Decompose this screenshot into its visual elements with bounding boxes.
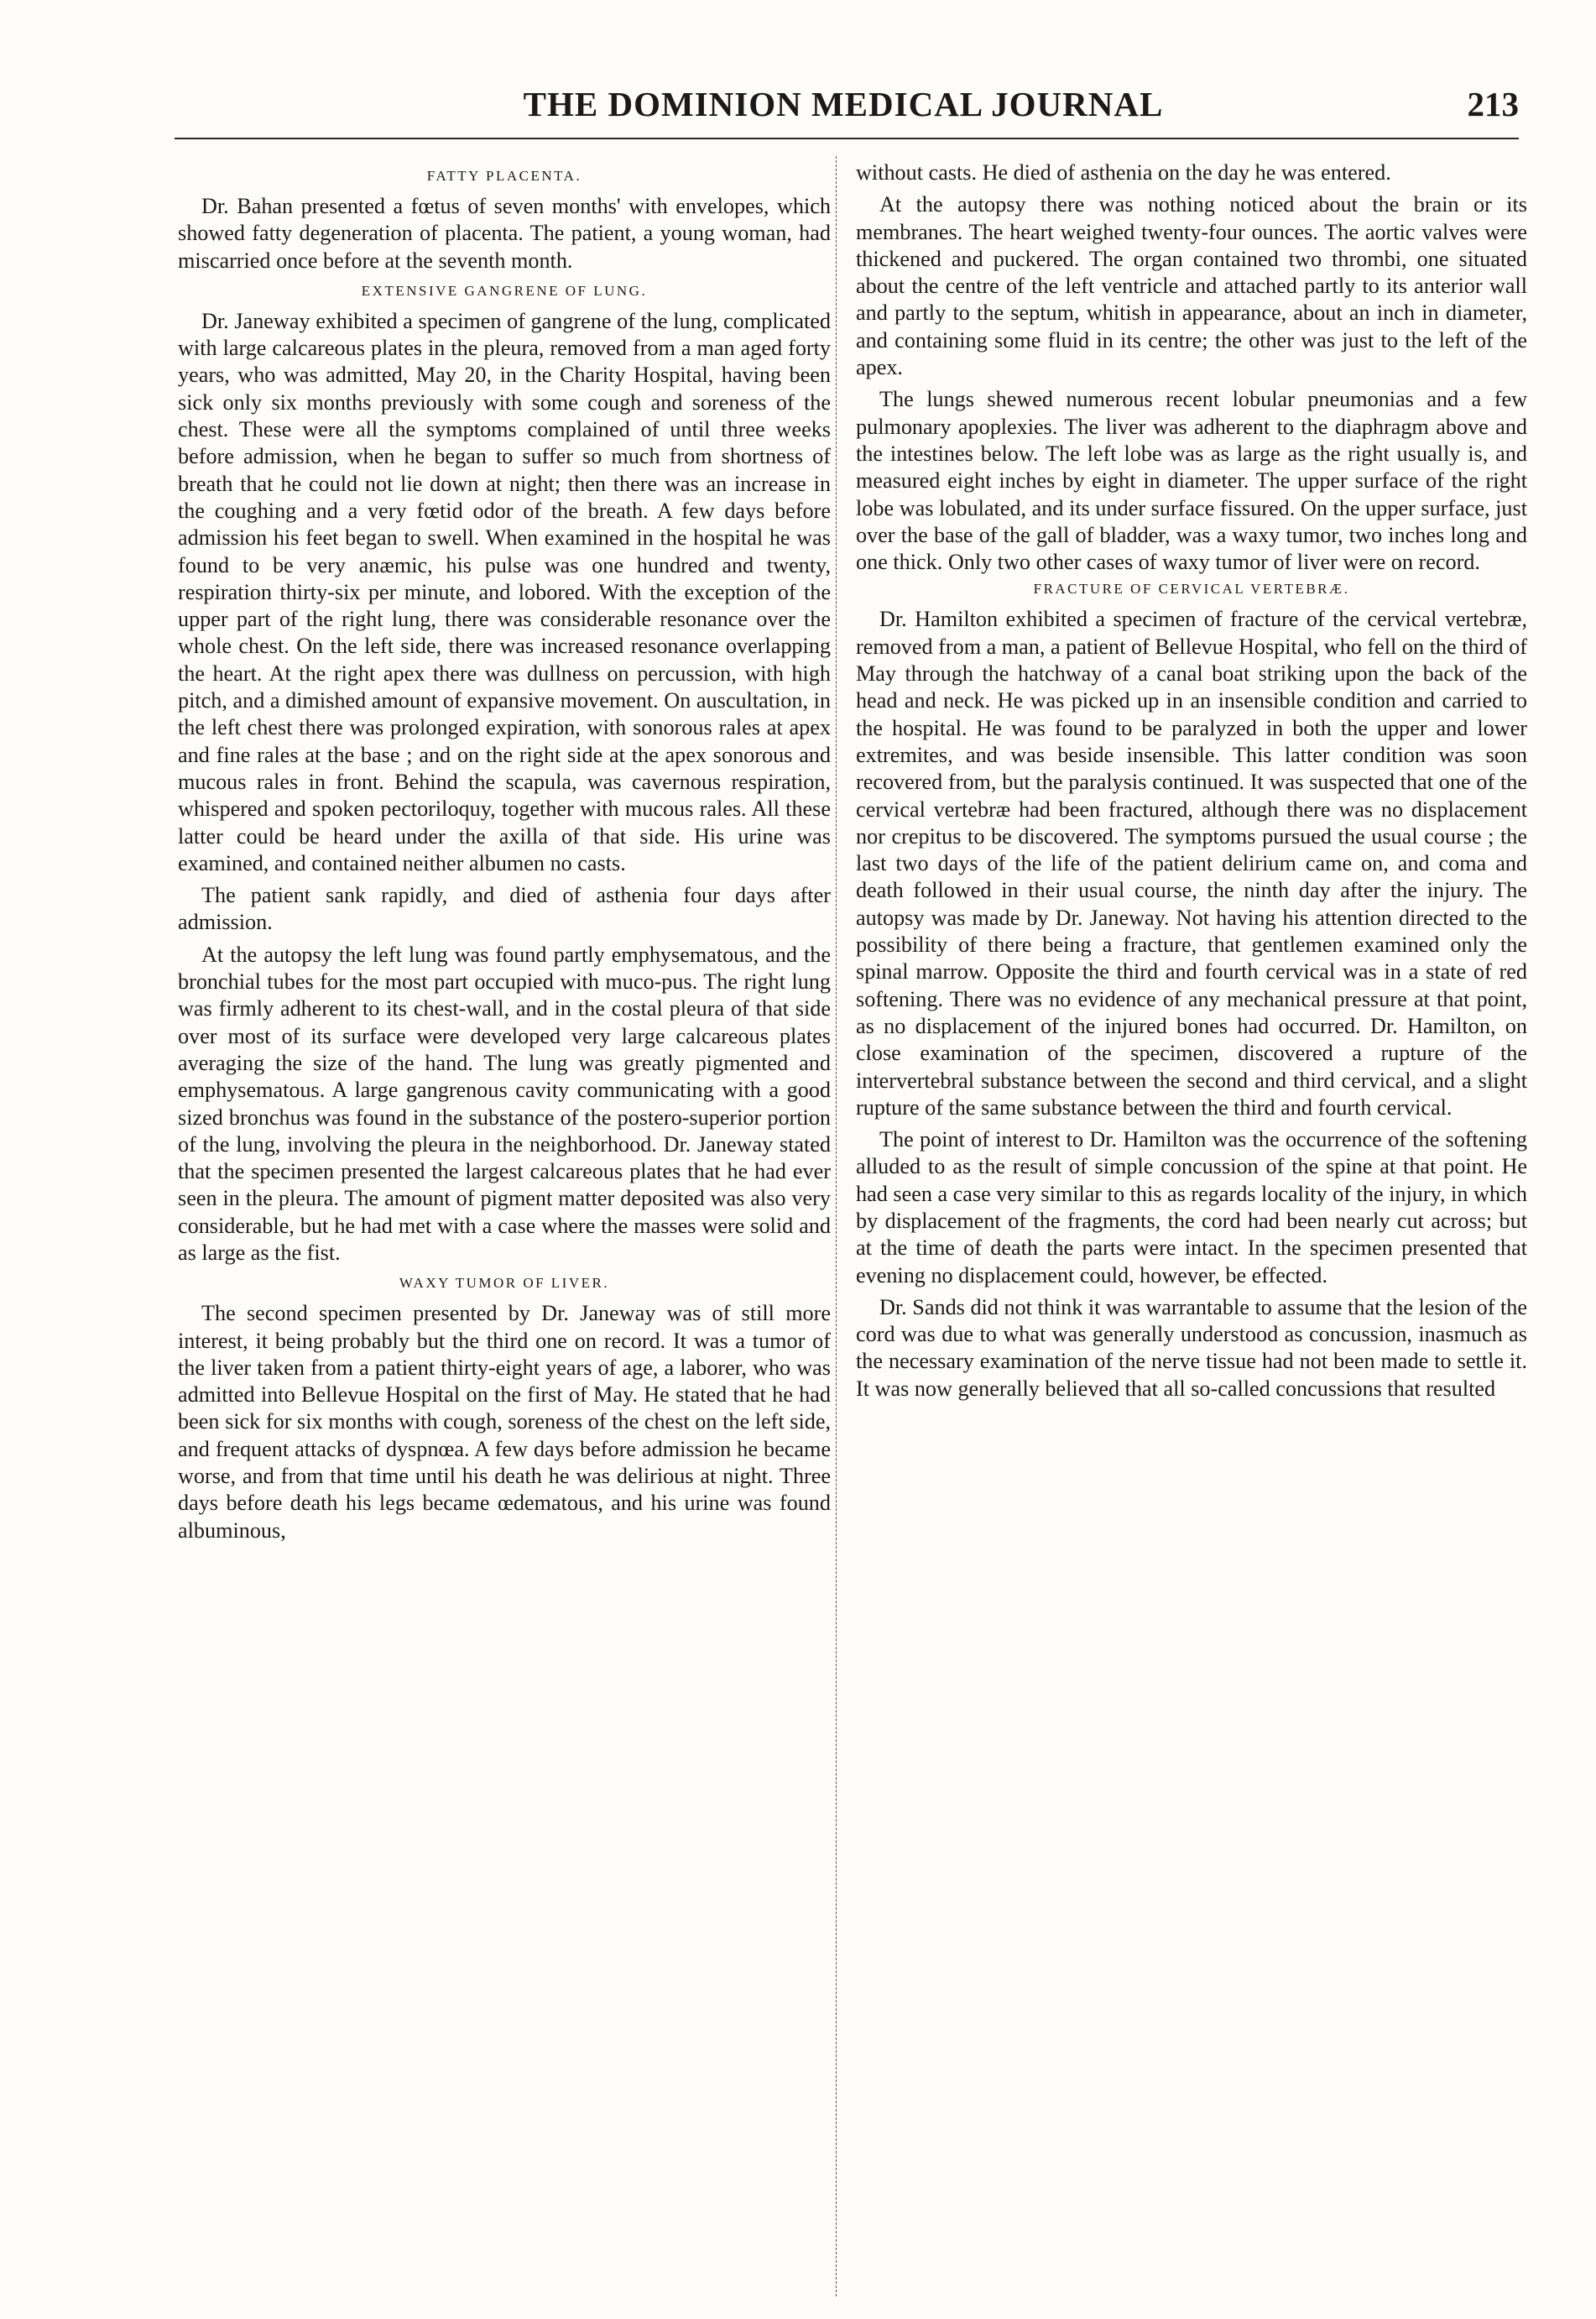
section-heading-waxy-tumor: WAXY TUMOR OF LIVER. (399, 1275, 610, 1292)
right-column (856, 159, 1527, 2300)
paragraph: The second specimen presented by Dr. Janeway was of still more interest, it being probably but the third one on record. It was a tumor of the liver taken from a patient thirty-eight years of age, a laborer, who was admitted into Bellevue Hospital on the first of May. He stated that he had been sick for six months with cough, soreness of the chest on the left side, and frequent attacks of dyspnœa. A few days before admission he became worse, and from that time until his death he was delirious at night. Three days before death his legs became œdematous, and his urine was found albuminous, (178, 1301, 831, 1543)
section-heading-fatty-placenta: FATTY PLACENTA. (426, 168, 582, 184)
paragraph: At the autopsy the left lung was found partly emphysematous, and the bronchial tubes for the most part occupied with muco-pus. The right lung was firmly adherent to its chest-wall, and in the costal pleura of that side over most of its surface were developed very large calcareous plates averaging the size of the hand. The lung was greatly pigmented and emphysematous. A large gangrenous cavity communicating with a good sized bronchus was found in the substance of the postero-superior portion of the lung, involving the pleura in the neighborhood. Dr. Janeway stated that the specimen presented the largest calcareous plates that he had ever seen in the pleura. The amount of pigment matter deposited was also very considerable, but he had met with a case where the masses were solid and as large as the fist. (178, 942, 831, 1265)
paragraph: Dr. Bahan presented a fœtus of seven months' with envelopes, which showed fatty degeneration of placenta. The patient, a young woman, had miscarried once before at the seventh month. (178, 194, 831, 273)
paragraph: The lungs shewed numerous recent lobular pneumonias and a few pulmonary apoplexies. The liver was adherent to the diaphragm above and the intestines below. The left lobe was as large as the right usually is, and measured eight inches by eight in diameter. The upper surface of the right lobe was lobulated, and its under surface fissured. On the upper surface, just over the base of the gall of bladder, was a waxy tumor, two inches long and one thick. Only two other cases of waxy tumor of liver were on record. (856, 387, 1527, 575)
paragraph: The point of interest to Dr. Hamilton was the occurrence of the softening alluded to as the result of simple concussion of the spine at that point. He had seen a case very similar to this as regards locality of the injury, in which by displacement of the fragments, the cord had been nearly cut across; but at the time of death the parts were intact. In the specimen presented that evening no displacement could, however, be effected. (856, 1127, 1527, 1287)
running-header (168, 81, 1519, 131)
journal-title: THE DOMINION MEDICAL JOURNAL (523, 85, 1164, 123)
page-number: 213 (1467, 85, 1519, 123)
paragraph: Dr. Hamilton exhibited a specimen of fracture of the cervical vertebræ, removed from a man, a patient of Bellevue Hospital, who fell on the third of May through the hatchway of a canal boat striking upon the back of the head and neck. He was picked up in an insensible condition and carried to the hospital. He was found to be paralyzed in both the upper and lower extremites, and was beside insensible. This latter condition was soon recovered from, but the paralysis continued. It was suspected that one of the cervical vertebræ had been fractured, although there was no displacement nor crepitus to be discovered. The symptoms pursued the usual course ; the last two days of the life of the patient delirium came on, and coma and death followed in their usual course, the ninth day after the injury. The autopsy was made by Dr. Janeway. Not having his attention directed to the possibility of there being a fracture, that gentlemen examined only the spinal marrow. Opposite the third and fourth cervical was in a state of red softening. There was no evidence of any mechanical pressure at that point, as no displacement of the injured bones had occurred. Dr. Hamilton, on close examination of the specimen, discovered a rupture of the intervertebral substance between the second and third cervical, and a slight rupture of the same substance between the third and fourth cervical. (856, 607, 1527, 1120)
section-heading-gangrene-of-lung: EXTENSIVE GANGRENE OF LUNG. (361, 282, 648, 299)
section-heading-fracture-cervical: FRACTURE OF CERVICAL VERTEBRÆ. (1033, 581, 1350, 598)
paragraph-continued: without casts. He died of asthenia on the day he was entered. (856, 160, 1391, 185)
paragraph: Dr. Janeway exhibited a specimen of gangrene of the lung, complicated with large calcareous plates in the pleura, removed from a man aged forty years, who was admitted, May 20, in the Charity Hospital, having been sick only six months previously with some cough and soreness of the chest. These were all the symptoms complained of until three weeks before admission, when he began to suffer so much from shortness of breath that he could not lie down at night; then there was an increase in the coughing and a very fœtid odor of the breath. A few days before admission his feet began to swell. When examined in the hospital he was found to be very anæmic, his pulse was one hundred and twenty, respiration thirty-six per minute, and lobored. With the exception of the upper part of the right lung, there was considerable resonance over the whole chest. On the left side, there was increased resonance overlapping the heart. At the right apex there was dullness on percussion, with high pitch, and a dimished amount of expansive movement. On auscultation, in the left chest there was prolonged expiration, with sonorous rales at apex and fine rales at the base ; and on the right side at the apex sonorous and mucous rales in front. Behind the scapula, was cavernous respiration, whispered and spoken pectoriloquy, together with mucous rales. All these latter could be heard under the axilla of that side. His urine was examined, and contained neither albumen no casts. (178, 308, 831, 875)
column-divider (836, 156, 837, 2296)
header-rule (175, 138, 1519, 139)
paragraph: The patient sank rapidly, and died of asthenia four days after admission. (178, 883, 831, 935)
paragraph: At the autopsy there was nothing noticed about the brain or its membranes. The heart weighed twenty-four ounces. The aortic valves were thickened and puckered. The organ contained two thrombi, one situated about the centre of the left ventricle and attached partly to its anterior wall and partly to the septum, whitish in appearance, about an inch in diameter, and containing some fluid in its centre; the other was just to the left of the apex. (856, 192, 1527, 380)
left-column (178, 159, 831, 2300)
paragraph: Dr. Sands did not think it was warrantable to assume that the lesion of the cord was due to what was generally understood as concussion, inasmuch as the necessary examination of the nerve tissue had not been made to settle it. It was now generally believed that all so-called concussions that resulted (856, 1294, 1527, 1401)
